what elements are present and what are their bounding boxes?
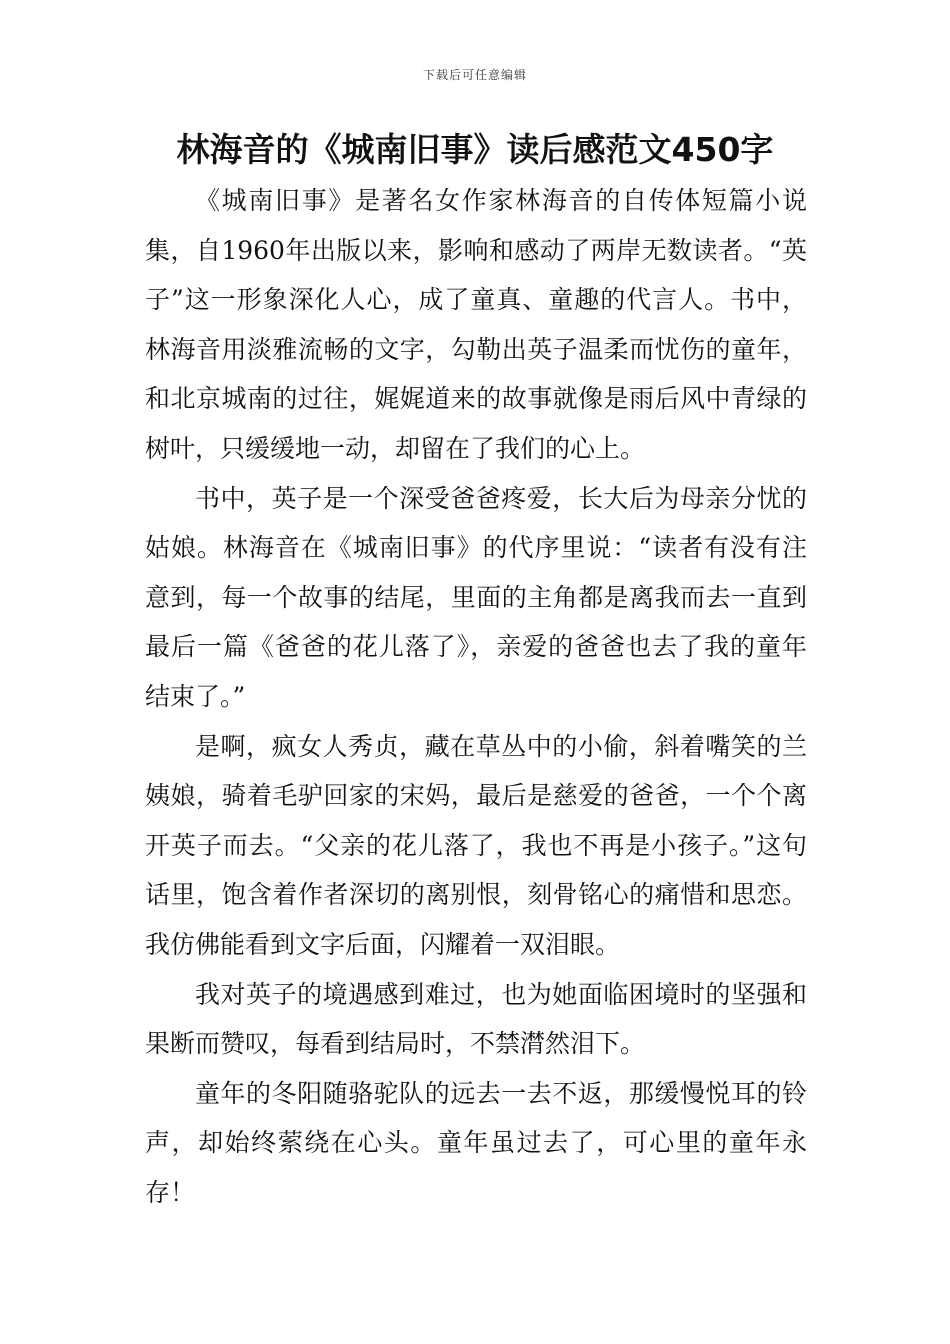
document-title: 林海音的《城南旧事》读后感范文450字: [176, 130, 774, 169]
header-note: 下载后可任意编辑: [422, 68, 527, 82]
paragraph-2: 书中，英子是一个深受爸爸疼爱，长大后为母亲分忧的姑娘。林海音在《城南旧事》的代序里说：“读者有没有注意到，每一个故事的结尾，里面的主角都是离我而去一直到最后一篇《爸爸的花儿落了》，亲爱的爸爸也去了我的童年结束了。”: [145, 483, 807, 711]
paragraph-4: 我对英子的境遇感到难过，也为她面临困境时的坚强和果断而赞叹，每看到结局时，不禁潸然泪下。: [145, 979, 807, 1059]
paragraph-3: 是啊，疯女人秀贞，藏在草丛中的小偷，斜着嘴笑的兰姨娘，骑着毛驴回家的宋妈，最后是慈爱的爸爸，一个个离开英子而去。“父亲的花儿落了，我也不再是小孩子。”这句话里，饱含着作者深切的离别恨，刻骨铭心的痛惜和思恋。我仿佛能看到文字后面，闪耀着一双泪眼。: [145, 731, 807, 959]
paragraph-1: 《城南旧事》是著名女作家林海音的自传体短篇小说集，自1960年出版以来，影响和感动了两岸无数读者。“英子”这一形象深化人心，成了童真、童趣的代言人。书中，林海音用淡雅流畅的文字，勾勒出英子温柔而忧伤的童年，和北京城南的过往，娓娓道来的故事就像是雨后风中青绿的树叶，只缓缓地一动，却留在了我们的心上。: [145, 186, 807, 463]
paragraph-5: 童年的冬阳随骆驼队的远去一去不返，那缓慢悦耳的铃声，却始终萦绕在心头。童年虽过去了，可心里的童年永存！: [145, 1078, 807, 1207]
document-body: [145, 176, 807, 1217]
